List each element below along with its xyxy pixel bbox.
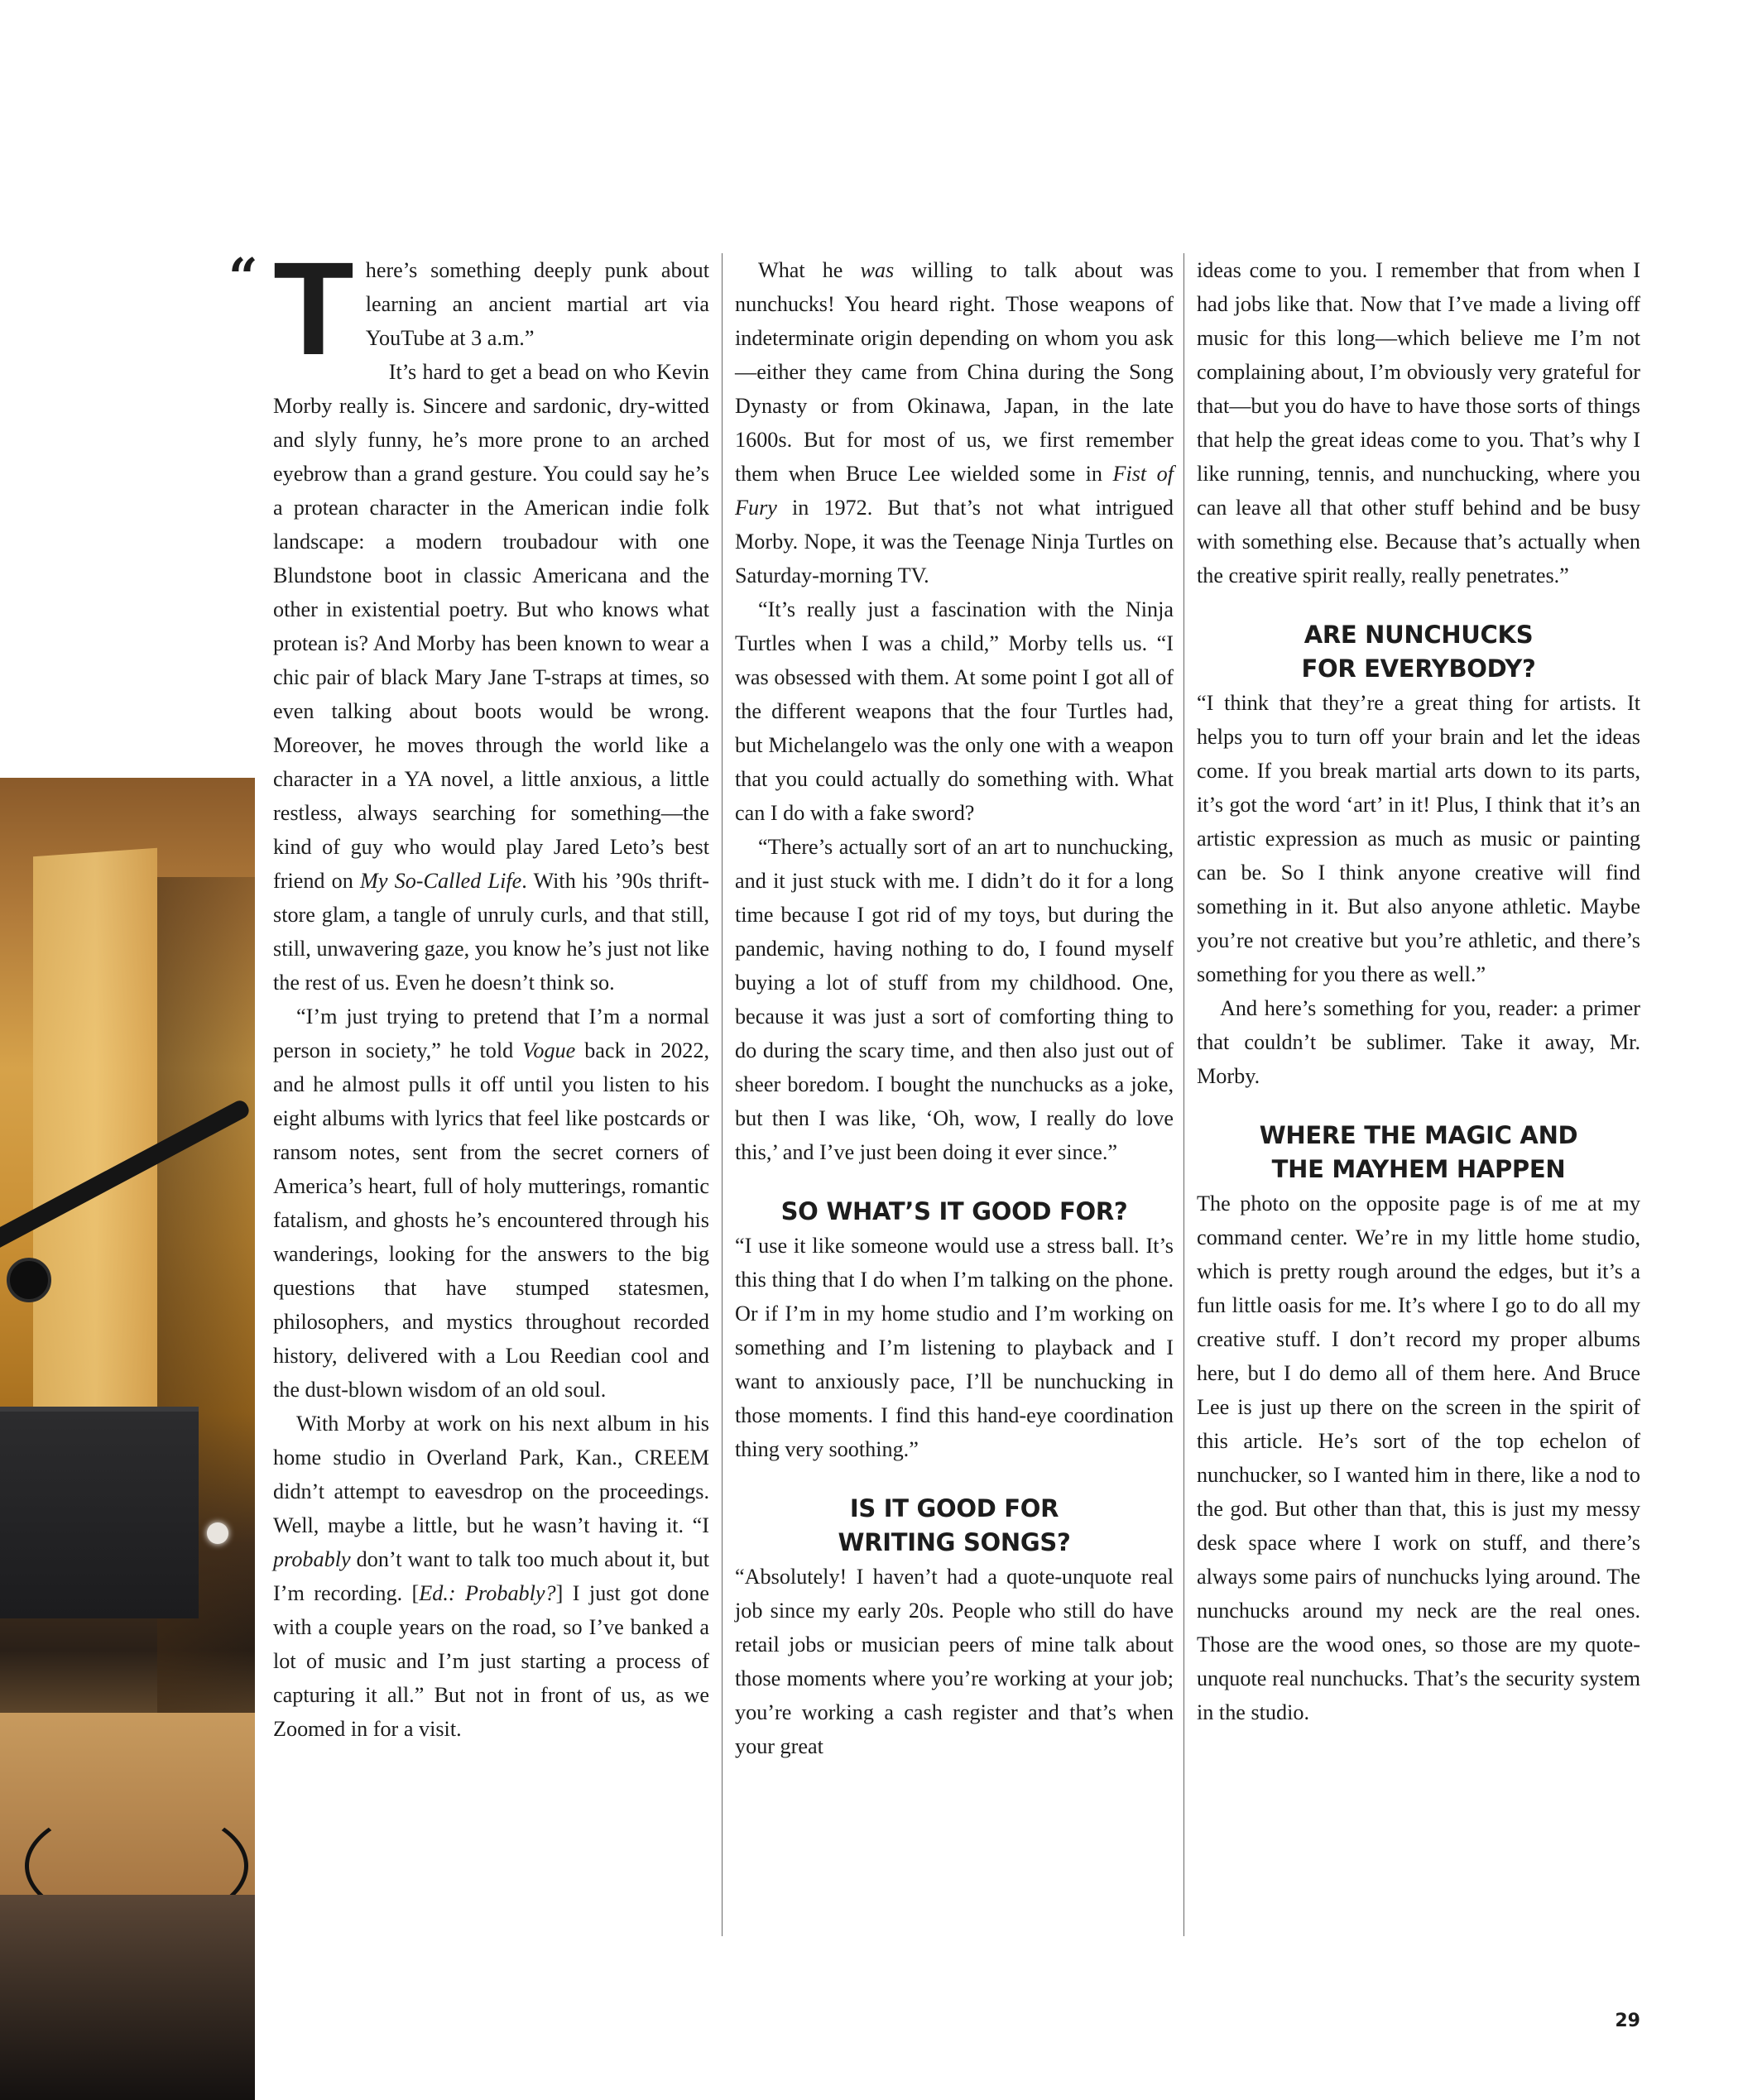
column-rule <box>722 253 723 1936</box>
tv-show-title: My So-Called Life <box>360 869 522 893</box>
body-paragraph: ideas come to you. I remember that from when I had jobs like that. Now that I’ve made a living off music for this long—which believe me I’m not complaining about, I’m obviously very grateful for that—but you do have to have those sorts of things that help the great ideas come to you. That’s why I like running, tennis, and nunchucking, where you can leave all that other stuff behind and be busy with something else. Because that’s actually when the creative spirit really, really penetrates.” <box>1197 258 1640 587</box>
column-rule <box>1183 253 1184 1936</box>
drop-cap: T <box>273 234 354 382</box>
body-paragraph: With Morby at work on his next album in his home studio in Overland Park, Kan., CREEM didn’t attempt to eavesdrop on the proceedings. Well, maybe a little, but he wasn’t having it. “I probably don’t want to talk too much about it, but I’m recording. [Ed.: Probably?] I just got done with a couple years on the road, so I’ve banked a lot of music and I’m just starting a process of capturing it all.” But not in front of us, as we Zoomed in for a visit. <box>273 1412 709 1741</box>
section-heading: SO WHAT’S IT GOOD FOR? <box>780 1197 1128 1225</box>
article-column-3 <box>1197 253 1640 1729</box>
body-paragraph: It’s hard to get a bead on who Kevin Morby really is. Sincere and sardonic, dry-witted and slyly funny, he’s more prone to an arched eyebrow than a grand gesture. You could say he’s a protean character in the American indie folk landscape: a modern troubadour with one Blundstone boot in classic Americana and the other in existential poetry. But who knows what protean is? And Morby has been known to wear a chic pair of black Mary Jane T-straps at times, so even talking about boots would be wrong. Moreover, he moves through the world like a character in a YA novel, a little anxious, a little restless, always searching for something—the kind of guy who would play Jared Leto’s best friend on My So-Called Life. With his ’90s thrift-store glam, a tangle of unruly curls, and that still, still, unwavering gaze, you know he’s just not like the rest of us. Even he doesn’t think so. <box>273 360 709 995</box>
section-heading: WHERE THE MAGIC AND THE MAYHEM HAPPEN <box>1259 1121 1578 1183</box>
photo-studio-gear <box>0 1407 199 1618</box>
photo-microphone <box>7 1258 51 1302</box>
body-paragraph: “It’s really just a fascination with the Ninja Turtles when I was a child,” Morby tells us. “I was obsessed with them. At some point I got all of the different weapons that the four Turtles had, but Michelangelo was the only one with a weapon that you could actually do something with. What can I do with a fake sword? <box>735 597 1174 825</box>
article-column-1 <box>228 234 709 1746</box>
body-paragraph: And here’s something for you, reader: a primer that couldn’t be sublimer. Take it away, Mr. Morby. <box>1197 996 1640 1088</box>
film-title: Fist of Fury <box>735 462 1174 520</box>
body-paragraph: The photo on the opposite page is of me at my command center. We’re in my little home studio, which is pretty rough around the edges, but it’s a fun little oasis for me. It’s where I go to do all my creative stuff. I don’t record my proper albums here, but I do demo all of them here. And Bruce Lee is just up there on the screen in the spirit of this article. He’s sort of the top echelon of nunchucker, so I wanted him in there, like a nod to the god. But other than that, this is just my messy desk space where I work on stuff, and there’s always some pairs of nunchucks lying around. The nunchucks around my neck are the real ones. Those are the wood ones, so those are my quote-unquote real nunchucks. That’s the security system in the studio. <box>1197 1191 1640 1724</box>
section-heading: IS IT GOOD FOR WRITING SONGS? <box>838 1494 1071 1556</box>
opening-paragraph <box>228 234 709 382</box>
photo-shadow <box>157 877 255 1787</box>
article-column-2 <box>735 253 1174 1763</box>
body-paragraph: “There’s actually sort of an art to nunchucking, and it just stuck with me. I didn’t do it for a long time because I got rid of my toys, but during the pandemic, having nothing to do, I found myself buying a lot of stuff from my childhood. One, because it was just a sort of comforting thing to do during the scary time, and then also just out of sheer boredom. I bought the nunchucks as a joke, but then I was like, ‘Oh, wow, I really do love this,’ and I’ve just been doing it ever since.” <box>735 835 1174 1164</box>
opening-text: here’s something deeply punk about learning an ancient martial art via YouTube at 3 a.m.” <box>365 258 709 350</box>
pull-quote-mark: “ <box>228 247 258 307</box>
photo-knob <box>207 1522 228 1544</box>
body-paragraph: “I think that they’re a great thing for artists. It helps you to turn off your brain and let the ideas come. If you break martial arts down to its parts, it’s got the word ‘art’ in it! Plus, I think that it’s an artistic expression as much as music or painting can be. So I think anyone creative will find something in it. But also anyone athletic. Maybe you’re not creative but you’re athletic, and there’s something for you there as well.” <box>1197 691 1640 986</box>
section-heading: ARE NUNCHUCKS FOR EVERYBODY? <box>1301 621 1536 683</box>
body-paragraph: “I’m just trying to pretend that I’m a normal person in society,” he told Vogue back in 2022, and he almost pulls it off until you listen to his eight albums with lyrics that feel like postcards or ransom notes, sent from the secret corners of America’s heart, full of holy mutterings, romantic fatalism, and ghosts he’s encountered through his wanderings, looking for the answers to the big questions that have stumped statesmen, philosophers, and mystics throughout recorded history, delivered with a Lou Reedian cool and the dust-blown wisdom of an old soul. <box>273 1004 709 1402</box>
photo-floor <box>0 1895 255 2100</box>
page-number: 29 <box>1615 2011 1640 2031</box>
magazine-title: Vogue <box>522 1038 576 1062</box>
body-paragraph: “Absolutely! I haven’t had a quote-unquote real job since my early 20s. People who still do have retail jobs or musician peers of mine talk about those moments where you’re working at your job; you’re working a cash register and that’s when your great <box>735 1565 1174 1758</box>
body-paragraph: “I use it like someone would use a stress ball. It’s this thing that I do when I’m talking on the phone. Or if I’m in my home studio and I’m working on something and I’m listening to playback and I want to anxiously pace, I’ll be nunchucking in those moments. I find this hand-eye coordination thing very soothing.” <box>735 1234 1174 1461</box>
body-paragraph: What he was willing to talk about was nunchucks! You heard right. Those weapons of indeterminate origin depending on whom you ask—either they came from China during the Song Dynasty or from Okinawa, Japan, in the late 1600s. But for most of us, we first remember them when Bruce Lee wielded some in Fist of Fury in 1972. But that’s not what intrigued Morby. Nope, it was the Teenage Ninja Turtles on Saturday-morning TV. <box>735 258 1174 587</box>
editor-note: Ed.: Probably? <box>419 1581 556 1605</box>
studio-photo <box>0 778 255 2100</box>
